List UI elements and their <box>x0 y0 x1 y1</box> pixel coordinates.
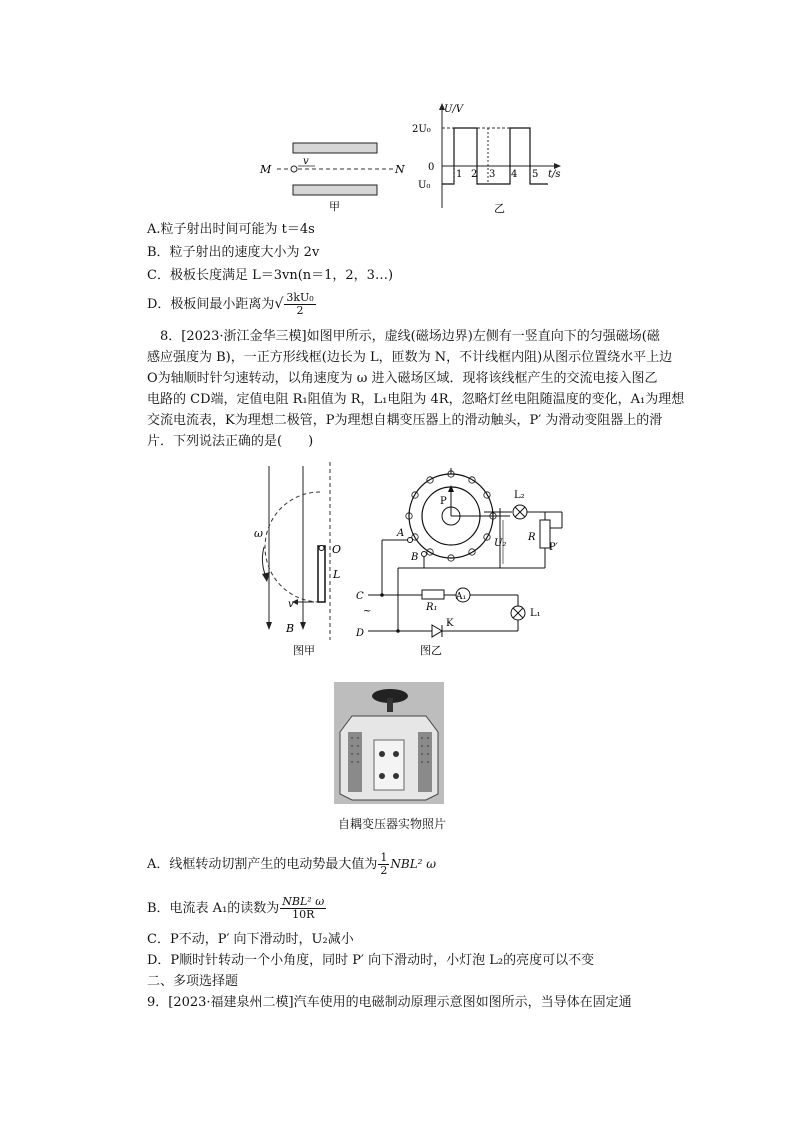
label-U2: U₂ <box>494 538 507 549</box>
label-2u0: 2U₀ <box>412 124 431 135</box>
q8-option-a: A．线框转动切割产生的电动势最大值为 $\frac{1}{2}$ NBL² ω <box>147 851 437 877</box>
label-v: v <box>303 156 309 167</box>
label-B: B <box>286 622 295 635</box>
photo-caption: 自耦变压器实物照片 <box>338 817 447 831</box>
tick-5: 5 <box>532 169 539 180</box>
rotation-path <box>265 492 320 602</box>
section-multiple-choice-heading: 二、多项选择题 <box>147 974 239 989</box>
label-R: R <box>528 532 536 543</box>
label-O: O <box>332 543 342 556</box>
label-zero: 0 <box>428 162 435 173</box>
resistor-r1 <box>422 590 444 599</box>
q7-option-d-prefix: D．极板间最小距离为 <box>147 297 275 312</box>
omega-arrow <box>262 547 266 577</box>
tick-3: 3 <box>489 169 496 180</box>
q9-stem: 9．[2023·福建泉州二模]汽车使用的电磁制动原理示意图如图所示，当导体在固定通 <box>147 995 632 1010</box>
q8-stem-line-2: 感应强度为 B)，一正方形线框(边长为 L，匝数为 N，不计线框内阻)从图示位置绕水平上边 <box>147 350 673 365</box>
q8-option-b: B．电流表 A₁的读数为 $\frac{\text{NBL² ω}}{10R}$ <box>147 895 325 921</box>
label-A: A <box>397 528 405 539</box>
label-P: P <box>440 496 447 507</box>
label-tilde: ~ <box>363 606 372 617</box>
q8-option-a-fraction: $\frac{1}{2}$ <box>380 851 388 877</box>
label-uv: U/V <box>444 104 464 115</box>
q8-stem-line-5: 交流电流表，K为理想二极管，P为理想自耦变压器上的滑动触头，P′ 为滑动变阻器上的滑 <box>147 413 663 428</box>
q8-option-d: D．P顺时针转动一个小角度，同时 P′ 向下滑动时，小灯泡 L₂的亮度可以不变 <box>147 953 595 968</box>
caption-tu-jia: 图甲 <box>293 644 315 657</box>
autotransformer-drawing <box>334 682 444 804</box>
label-A1: A₁ <box>456 592 467 602</box>
q7-option-a: A.粒子射出时间可能为 t＝4s <box>147 222 315 237</box>
q8-stem-line-4: 电路的 CD端，定值电阻 R₁阻值为 R，L₁电阻为 4R，忽略灯丝电阻随温度的变化，A₁为理想 <box>147 392 685 407</box>
label-R1: R₁ <box>426 602 438 613</box>
tick-1: 1 <box>456 169 463 180</box>
label-u0: U₀ <box>418 180 431 191</box>
q7-option-c: C．极板长度满足 L＝3vn(n＝1，2，3…) <box>147 268 394 283</box>
upper-plate <box>293 143 377 153</box>
label-omega: ω <box>254 527 263 540</box>
q7-figure-yi <box>410 100 570 215</box>
label-K: K <box>446 618 454 629</box>
q7-option-d-fraction: $\frac{\text{3kU₀}}{2}$ <box>286 291 314 317</box>
label-M: M <box>260 163 272 176</box>
q8-option-b-fraction: $\frac{\text{NBL² ω}}{10R}$ <box>282 895 325 921</box>
caption-yi: 乙 <box>494 202 505 215</box>
coil-frame <box>318 546 325 602</box>
diode-k <box>432 625 442 637</box>
label-L: L <box>333 568 341 581</box>
q8-figure-jia <box>248 462 358 662</box>
autotransformer-photo <box>334 682 444 804</box>
label-N: N <box>395 163 405 176</box>
label-L1: L₁ <box>530 608 541 619</box>
particle <box>291 166 297 172</box>
q7-option-b: B．粒子射出的速度大小为 2v <box>147 245 320 260</box>
tap-a <box>408 538 413 543</box>
q8-stem-line-3: O为轴顺时针匀速转动，以角速度为 ω 进入磁场区域．现将该线框产生的交流电接入图乙 <box>147 371 658 386</box>
label-C: C <box>356 591 364 602</box>
lower-plate <box>293 185 377 195</box>
label-P-prime: P′ <box>549 542 558 553</box>
q7-option-d: D．极板间最小距离为√ $\frac{\text{3kU₀}}{2}$ <box>147 291 314 317</box>
label-D: D <box>356 628 365 639</box>
tick-2: 2 <box>471 169 478 180</box>
q8-stem-line-6: 片．下列说法正确的是( ) <box>147 434 314 449</box>
tick-4: 4 <box>511 169 518 180</box>
q8-option-c: C．P不动，P′ 向下滑动时，U₂减小 <box>147 932 354 947</box>
label-B: B <box>411 552 419 563</box>
caption-tu-yi: 图乙 <box>420 644 442 657</box>
label-L2: L₂ <box>514 490 525 501</box>
q8-figure-yi <box>350 468 580 663</box>
q7-figure-jia <box>255 135 415 215</box>
axis-o <box>319 546 324 551</box>
caption-jia: 甲 <box>329 200 340 213</box>
label-ts: t/s <box>548 169 561 180</box>
tap-b <box>422 552 427 557</box>
label-v: v <box>288 599 294 610</box>
q8-stem-line-1: 8．[2023·浙江金华三模]如图甲所示，虚线(磁场边界)左侧有一竖直向下的匀强磁场(磁 <box>160 329 660 344</box>
